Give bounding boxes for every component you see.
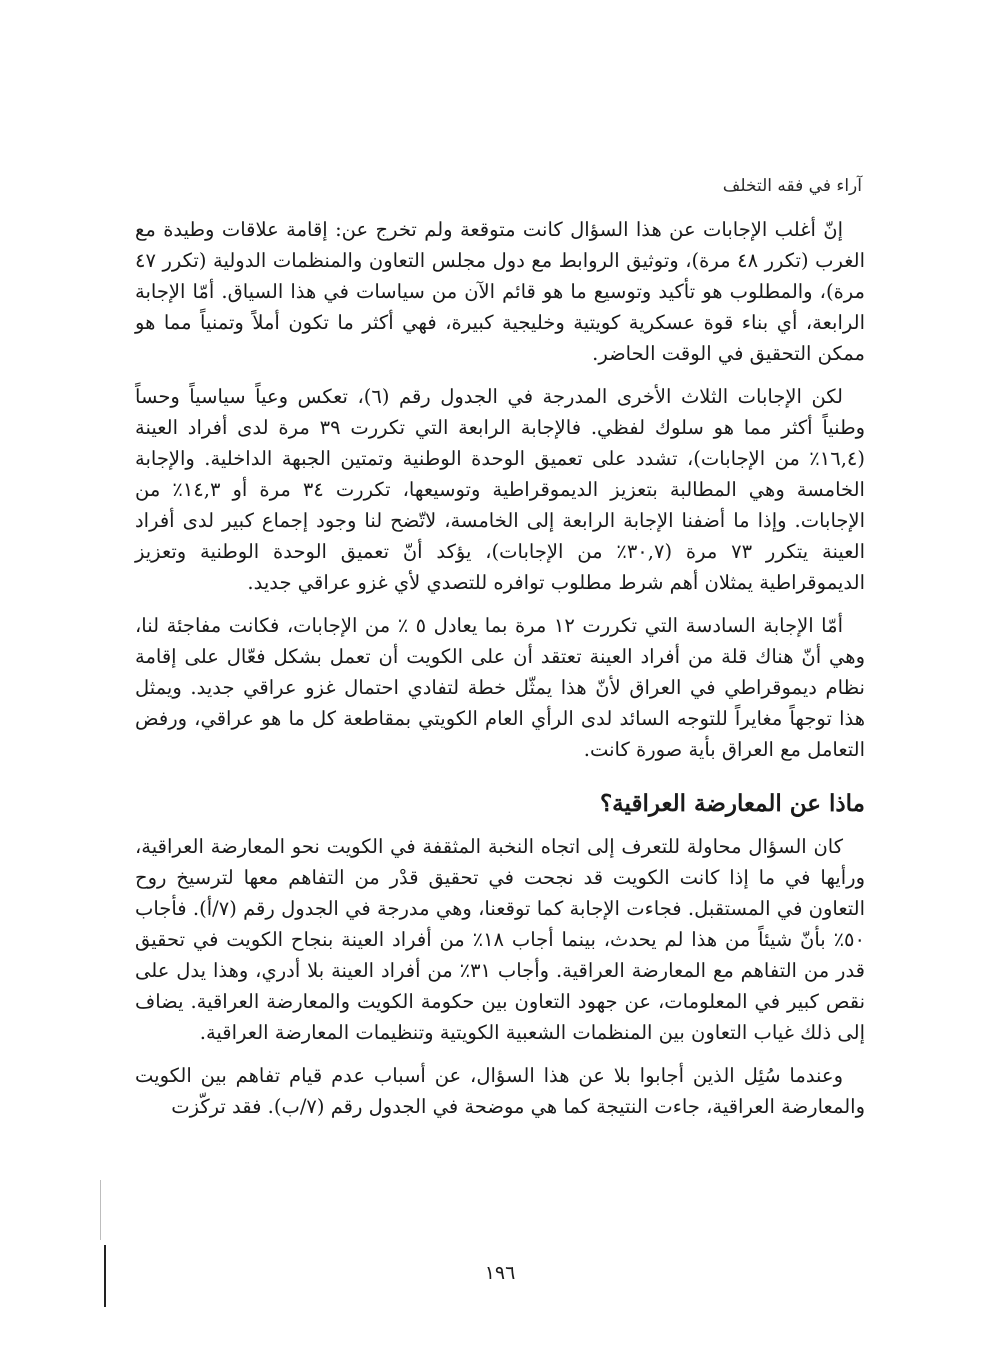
running-head: آراء في فقه التخلف [722,176,862,196]
page-body [135,214,865,1134]
paragraph: وعندما سُئِل الذين أجابوا بلا عن هذا السؤال، عن أسباب عدم قيام تفاهم بين الكويت والمعارضة العراقية، جاءت النتيجة كما هي موضحة في الجدول رقم (٧/ب). فقد تركّزت [135,1064,865,1118]
section-heading: ماذا عن المعارضة العراقية؟ [599,790,865,817]
scan-edge-mark [104,1245,106,1307]
paragraph: إنّ أغلب الإجابات عن هذا السؤال كانت متوقعة ولم تخرج عن: إقامة علاقات وطيدة مع الغرب (تكرر ٤٨ مرة)، وتوثيق الروابط مع دول مجلس التعاون والمنظمات الدولية (تكرر ٤٧ مرة)، والمطلوب هو تأكيد وتوسيع ما هو قائم الآن من سياسات في هذا السياق. أمّا الإجابة الرابعة، أي بناء قوة عسكرية كويتية وخليجية كبيرة، فهي أكثر ما تكون أملاً وتمنياً مما هو ممكن التحقيق في الوقت الحاضر. [135,218,865,365]
scan-edge-line [100,1180,101,1240]
paragraph: كان السؤال محاولة للتعرف إلى اتجاه النخبة المثقفة في الكويت نحو المعارضة العراقية، ورأيها في ما إذا كانت الكويت قد نجحت في تحقيق قدْر من التفاهم معها لترسيخ روح التعاون في المستقبل. فجاءت الإجابة كما توقعنا، وهي مدرجة في الجدول رقم (٧/أ). فأجاب ٥٠٪ بأنّ شيئاً من هذا لم يحدث، بينما أجاب ١٨٪ من أفراد العينة بنجاح الكويت في تحقيق قدر من التفاهم مع المعارضة العراقية. وأجاب ٣١٪ من أفراد العينة بلا أدري، وهذا يدل على نقص كبير في المعلومات، عن جهود التعاون بين حكومة الكويت والمعارضة العراقية. يضاف إلى ذلك غياب التعاون بين المنظمات الشعبية الكويتية وتنظيمات المعارضة العراقية. [135,835,866,1044]
paragraph: لكن الإجابات الثلاث الأخرى المدرجة في الجدول رقم (٦)، تعكس وعياً سياسياً وحساً وطنياً أكثر مما هو سلوك لفظي. فالإجابة الرابعة التي تكررت ٣٩ مرة لدى أفراد العينة (١٦,٤٪ من الإجابات)، تشدد على تعميق الوحدة الوطنية وتمتين الجبهة الداخلية. والإجابة الخامسة وهي المطالبة بتعزيز الديموقراطية وتوسيعها، تكررت ٣٤ مرة أو ١٤,٣٪ من الإجابات. وإذا ما أضفنا الإجابة الرابعة إلى الخامسة، لاتّضح لنا وجود إجماع كبير لدى أفراد العينة يتكرر ٧٣ مرة (٣٠,٧٪ من الإجابات)، يؤكد أنّ تعميق الوحدة الوطنية وتعزيز الديموقراطية يمثلان أهم شرط مطلوب توافره للتصدي لأي غزو عراقي جديد. [135,385,866,594]
page-number: ١٩٦ [484,1262,516,1284]
paragraph: أمّا الإجابة السادسة التي تكررت ١٢ مرة بما يعادل ٥ ٪ من الإجابات، فكانت مفاجئة لنا، وهي أنّ هناك قلة من أفراد العينة تعتقد أن على الكويت أن تعمل بشكل فعّال على إقامة نظام ديموقراطي في العراق لأنّ هذا يمثّل خطة لتفادي احتمال غزو عراقي جديد. ويمثل هذا توجهاً مغايراً للتوجه السائد لدى الرأي العام الكويتي بمقاطعة كل ما هو عراقي، ورفض التعامل مع العراق بأية صورة كانت. [135,614,865,761]
